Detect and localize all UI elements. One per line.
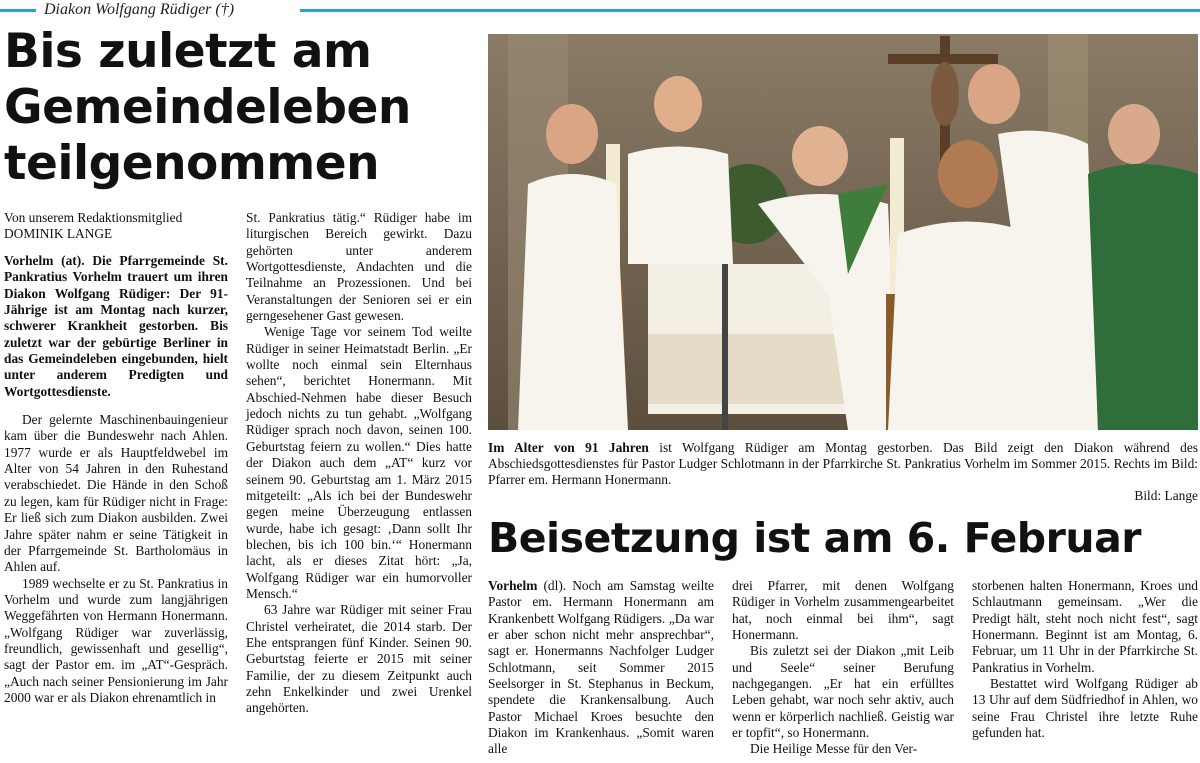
article-column-2 <box>246 210 472 717</box>
church-photo <box>488 34 1198 430</box>
lead-place: Vorhelm (at). <box>4 253 85 268</box>
article-column-1 <box>4 210 228 706</box>
paragraph: drei Pfarrer, mit denen Wolfgang Rüdiger in Vorhelm zusammengearbeitet hat, noch einmal bei ihm“, sagt Honermann. <box>732 578 954 643</box>
second-headline: Beisetzung ist am 6. Februar <box>488 514 1141 562</box>
paragraph <box>488 578 714 758</box>
paragraph: Bis zuletzt sei der Diakon „mit Leib und Seele“ seiner Berufung nachgegangen. „Er hat ein erfülltes Leben gehabt, war noch sehr aktiv, auch wenn er körperlich nachließ. Geistig war er topfit“, so Honermann. <box>732 643 954 741</box>
main-headline: Bis zuletzt am Gemeindeleben teilgenommen <box>4 24 411 191</box>
second-lead-place: Vorhelm <box>488 578 538 593</box>
article-column-3 <box>488 578 714 758</box>
paragraph: storbenen halten Honermann, Kroes und Schlautmann gemeinsam. „Wer die Predigt hält, steht noch nicht fest“, sagt Honermann. Beginnt ist am Montag, 6. Februar, um 11 Uhr in der Pfarrkirche St. Pankratius in Vorhelm. <box>972 578 1198 675</box>
kicker: Diakon Wolfgang Rüdiger (†) <box>36 0 242 20</box>
kicker-rule-left <box>0 9 40 12</box>
paragraph: 63 Jahre war Rüdiger mit seiner Frau Christel verheiratet, die 2014 starb. Der Ehe entsprangen fünf Kinder. Seinen 90. Geburtstag feierte er 2015 mit seiner Familie, der zu diesem Zeitpunkt auch zehn Enkelkinder und zwei Urenkel angehörten. <box>246 602 472 716</box>
kicker-rule-right <box>300 9 1200 12</box>
paragraph: Der gelernte Maschinenbauingenieur kam über die Bundeswehr nach Ahlen. 1977 wurde er als Hauptfeldwebel im Alter von 54 Jahren in den Ruhestand verabschiedet. Die Hände in den Schoß zu legen, kam für Rüdiger nicht in Frage: Er ließ sich zum Diakon ausbilden. Zwei Jahre später nahm er seine Tätigkeit in der Pfarrgemeinde St. Bartholomäus in Ahlen auf. <box>4 412 228 575</box>
photo-credit: Bild: Lange <box>1134 488 1198 503</box>
article-column-5 <box>972 578 1198 741</box>
paragraph: St. Pankratius tätig.“ Rüdiger habe im liturgischen Bereich gewirkt. Dazu gehörten unter anderem Wortgottesdienste, Andachten und die Teilnahme an Prozessionen. Und bei Veranstaltungen der Senioren sei er ein gerngesehener Gast gewesen. <box>246 210 472 324</box>
lead-paragraph <box>4 253 228 400</box>
lead-text: Die Pfarrgemeinde St. Pankratius Vorhelm trauert um ihren Diakon Wolfgang Rüdiger: Der 91-Jährige ist am Montag nach kurzer, schwerer Krankheit gestorben. Bis zuletzt war der gebürtige Berliner in das Gemeindeleben eingebunden, hielt unter anderem Predigten und Wortgottesdienste. <box>4 253 228 399</box>
byline: Von unserem Redaktionsmitglied DOMINIK LANGE <box>4 210 183 241</box>
caption-bold: Im Alter von 91 Jahren <box>488 440 649 455</box>
col3-text: (dl). Noch am Samstag weilte Pastor em. Hermann Honermann am Krankenbett Wolfgang Rüdigers. „Da war er aber schon nicht mehr ansprechbar“, sagt er. Honermanns Nachfolger Ludger Schlotmann, seit Sommer 2015 Seelsorger in St. Stephanus in Beckum, spendete die Krankensalbung. Auch Pastor Michael Kroes besuchte den Diakon im Krankenhaus. „Somit waren alle <box>488 578 714 757</box>
photo-caption <box>488 440 1198 504</box>
paragraph: Die Heilige Messe für den Ver- <box>750 741 918 757</box>
caption-text: ist Wolfgang Rüdiger am Montag gestorben. Das Bild zeigt den Diakon während des Abschiedsgottesdienstes für Pastor Ludger Schlotmann in der Pfarrkirche St. Pankratius Vorhelm im Sommer 2015. Rechts im Bild: Pfarrer em. Hermann Honermann. <box>488 440 1198 487</box>
paragraph: Wenige Tage vor seinem Tod weilte Rüdiger in seiner Heimatstadt Berlin. „Er wollte noch einmal sein Elternhaus sehen“, berichtet Honermann. Mit Abschied-Nehmen habe dieser Besuch jedoch nichts zu tun gehabt. „Wolfgang Rüdiger sprach noch davon, seinen 100. Geburtstag feiern zu wollen.“ Dies hatte der Diakon auch dem „AT“ kurz vor seinem 90. Geburtstag am 1. März 2015 mitgeteilt: „Als ich bei der Bundeswehr gegen meine Überzeugung entlassen wurde, habe ich gesagt: ‚Dann sollt Ihr blechen, bis ich 100 bin.‘“ Honermann lacht, als er dieses Zitat hört: „Ja, Wolfgang Rüdiger war ein humorvoller Mensch.“ <box>246 324 472 601</box>
article-column-4 <box>732 578 954 758</box>
paragraph: 1989 wechselte er zu St. Pankratius in Vorhelm und wurde zum langjährigen Weggefährten von Hermann Honermann. „Wolfgang Rüdiger war zuverlässig, freundlich, gewissenhaft und gesellig“, sagt der Pastor em. im „AT“-Gespräch. „Auch nach seiner Pensionierung im Jahr 2000 war er als Diakon ehrenamtlich in <box>4 575 228 705</box>
paragraph: Bestattet wird Wolfgang Rüdiger ab 13 Uhr auf dem Südfriedhof in Ahlen, wo seine Frau Christel ihre letzte Ruhe gefunden hat. <box>972 676 1198 741</box>
